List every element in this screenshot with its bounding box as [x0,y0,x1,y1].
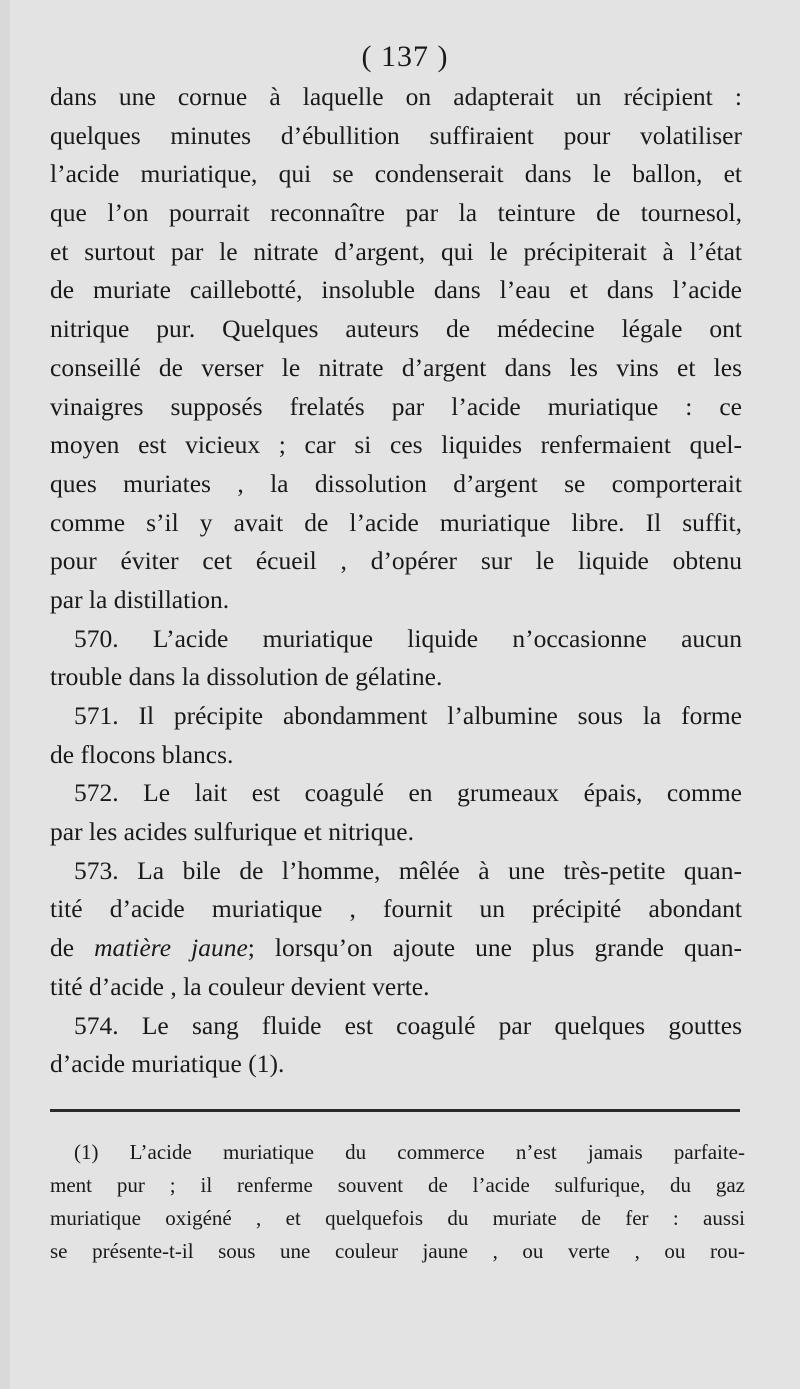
text-line: que l’on pourrait reconnaître par la teinture de tournesol, [50,198,742,228]
text-line: conseillé de verser le nitrate d’argent dans les vins et les [50,352,742,382]
paragraph-570-start: 570. L’acide muriatique liquide n’occasionne aucun [74,623,742,653]
footnote-line: se présente-t-il sous une couleur jaune , ou verte , ou rou- [50,1239,745,1263]
text-line: l’acide muriatique, qui se condenserait dans le ballon, et [50,159,742,189]
text-line: et surtout par le nitrate d’argent, qui le précipiterait à l’état [50,236,742,266]
text-line: quelques minutes d’ébullition suffiraient pour volatiliser [50,120,742,150]
text-line: tité d’acide muriatique , fournit un précipité abondant [50,894,742,924]
text-line: dans une cornue à laquelle on adapterait un récipient : [50,82,742,111]
paragraph-574-start: 574. Le sang fluide est coagulé par quelques gouttes [74,1010,742,1040]
text-segment: ; lorsqu’on ajoute une plus grande quan- [247,933,742,963]
paragraph-573-start: 573. La bile de l’homme, mêlée à une très-petite quan- [74,855,742,885]
footnote-line: muriatique oxigéné , et quelquefois du muriate de fer : aussi [50,1206,745,1230]
paragraph-571-start: 571. Il précipite abondamment l’albumine sous la forme [74,701,742,730]
book-page [10,0,800,1389]
text-line-with-italic [50,929,742,968]
footnote-divider [50,1109,740,1112]
text-line: d’acide muriatique (1). [50,1049,285,1079]
text-line: par les acides sulfurique et nitrique. [50,817,414,847]
text-line: tité d’acide , la couleur devient verte. [50,971,430,1001]
main-text [50,78,742,1084]
page-number: ( 137 ) [361,40,449,73]
text-line: ques muriates , la dissolution d’argent se comporterait [50,468,742,498]
paragraph-572-start: 572. Le lait est coagulé en grumeaux épais, comme [74,778,742,808]
text-line: moyen est vicieux ; car si ces liquides renfermaient quel- [50,430,742,460]
text-line: pour éviter cet écueil , d’opérer sur le liquide obtenu [50,546,742,576]
text-line: de flocons blancs. [50,739,234,769]
text-line: trouble dans la dissolution de gélatine. [50,662,443,692]
italic-term: matière jaune [94,933,248,963]
footnote [50,1136,745,1268]
text-line: vinaigres supposés frelatés par l’acide muriatique : ce [50,391,742,421]
footnote-line: ment pur ; il renferme souvent de l’acide sulfurique, du gaz [50,1173,745,1197]
text-line: nitrique pur. Quelques auteurs de médecine légale ont [50,314,742,344]
text-line: comme s’il y avait de l’acide muriatique libre. Il suffit, [50,507,742,537]
text-segment: de [50,933,75,963]
footnote-line: (1) L’acide muriatique du commerce n’est jamais parfaite- [74,1140,745,1164]
text-line: de muriate caillebotté, insoluble dans l’eau et dans l’acide [50,275,742,305]
text-line: par la distillation. [50,584,230,614]
